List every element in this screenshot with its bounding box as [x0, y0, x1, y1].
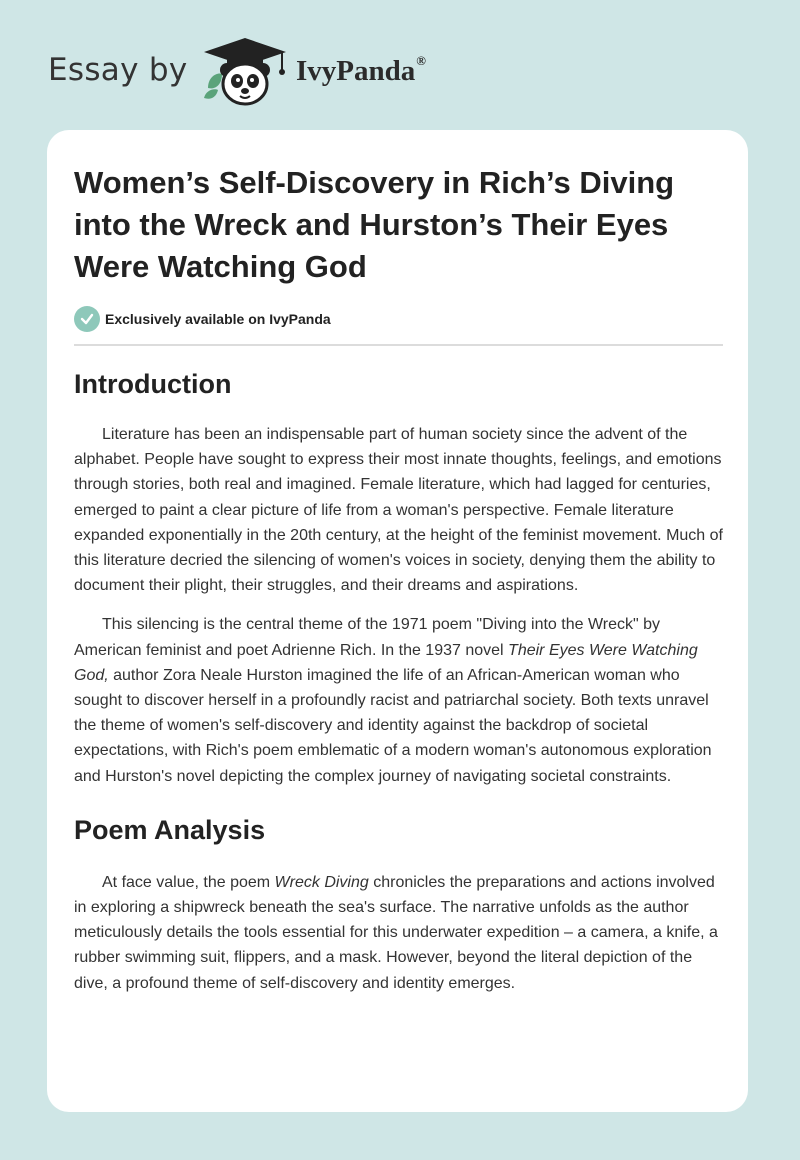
divider: [74, 344, 723, 346]
page-title: Women’s Self-Discovery in Rich’s Diving into the Wreck and Hurston’s Their Eyes Were Watching God: [74, 165, 675, 284]
site-header: [0, 0, 800, 130]
paragraph: Literature has been an indispensable part of human society since the advent of the alphabet. People have sought to express their most innate thoughts, feelings, and emotions through stories, both real and imagined. Female literature, which had lagged for centuries, emerged to paint a clear picture of life from a woman's perspective. Female literature expanded exponentially in the 20th century, at the height of the feminist movement. Much of this literature decried the silencing of women's voices in society, denying them the ability to document their plight, their struggles, and their dreams and aspirations.: [74, 426, 723, 595]
exclusive-badge: [74, 306, 724, 332]
exclusive-label: Exclusively available on IvyPanda: [105, 311, 331, 327]
essay-card: [47, 130, 748, 1112]
brand-name[interactable]: IvyPanda®: [296, 53, 426, 87]
section-heading-introduction: Introduction: [74, 369, 232, 399]
section-heading-poem-analysis: Poem Analysis: [74, 814, 266, 845]
check-circle-icon: [74, 306, 100, 332]
paragraph: This silencing is the central theme of the 1971 poem "Diving into the Wreck" by American feminist and poet Adrienne Rich. In the 1937 novel Their Eyes Were Watching God, author Zora Neale Hurston imagined the life of an African-American woman who sought to discover herself in a profoundly racist and patriarchal society. Both texts unravel the theme of women's self-discovery and identity against the backdrop of societal expectations, with Rich's poem emblematic of a modern woman's autonomous exploration and Hurston's novel depicting the complex journey of navigating societal constraints.: [74, 616, 712, 785]
leaf-icon: [204, 74, 222, 99]
paragraph: At face value, the poem Wreck Diving chronicles the preparations and actions involved in exploring a shipwreck beneath the sea's surface. The narrative unfolds as the author meticulously details the tools essential for this underwater expedition – a camera, a knife, a rubber swimming suit, flippers, and a mask. However, beyond the literal depiction of the dive, a profound theme of self-discovery and identity emerges.: [74, 873, 718, 992]
panda-graduation-cap-icon[interactable]: [200, 36, 290, 108]
essay-by-label: Essay by: [48, 52, 188, 88]
